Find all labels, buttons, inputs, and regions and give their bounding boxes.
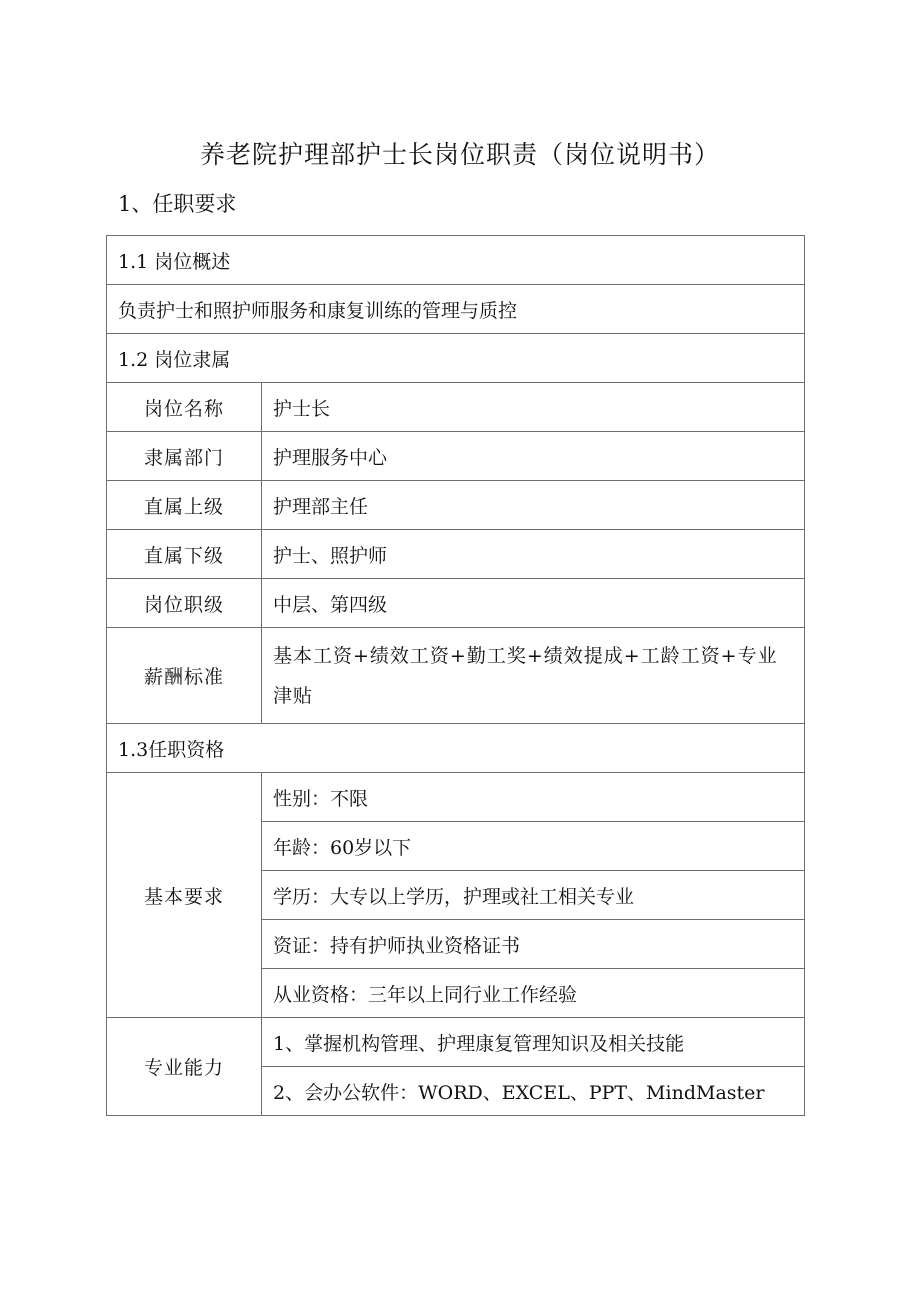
requirement-item: 学历：大专以上学历，护理或社工相关专业 [262,871,805,920]
table-row [107,628,805,724]
row-value: 基本工资+绩效工资+勤工奖+绩效提成+工龄工资+专业 津贴 [262,628,805,724]
job-spec-table [106,235,805,1116]
requirement-item: 资证：持有护师执业资格证书 [262,920,805,969]
table-row [107,334,805,383]
requirement-item: 性别：不限 [262,773,805,822]
row-label: 岗位职级 [107,579,262,628]
affiliation-heading: 1.2 岗位隶属 [107,334,805,383]
row-label: 直属下级 [107,530,262,579]
table-row [107,773,805,822]
row-value: 护理服务中心 [262,432,805,481]
overview-heading: 1.1 岗位概述 [107,236,805,285]
table-row [107,1018,805,1067]
basic-requirements-label: 基本要求 [107,773,262,1018]
table-row [107,481,805,530]
skill-item: 2、会办公软件：WORD、EXCEL、PPT、MindMaster [262,1067,805,1116]
row-label: 岗位名称 [107,383,262,432]
row-value: 中层、第四级 [262,579,805,628]
overview-text: 负责护士和照护师服务和康复训练的管理与质控 [107,285,805,334]
qualification-heading: 1.3任职资格 [107,724,805,773]
table-row [107,285,805,334]
row-value: 护士、照护师 [262,530,805,579]
table-row [107,432,805,481]
requirement-item: 从业资格：三年以上同行业工作经验 [262,969,805,1018]
row-value: 护士长 [262,383,805,432]
skill-item: 1、掌握机构管理、护理康复管理知识及相关技能 [262,1018,805,1067]
requirement-item: 年龄：60岁以下 [262,822,805,871]
table-row [107,579,805,628]
row-label: 薪酬标准 [107,628,262,724]
section-heading-requirements: 1、任职要求 [118,192,237,216]
table-row [107,383,805,432]
professional-skills-label: 专业能力 [107,1018,262,1116]
document-title: 养老院护理部护士长岗位职责（岗位说明书） [199,140,720,169]
table-row [107,724,805,773]
row-value: 护理部主任 [262,481,805,530]
row-label: 直属上级 [107,481,262,530]
table-row [107,236,805,285]
row-label: 隶属部门 [107,432,262,481]
table-row [107,530,805,579]
